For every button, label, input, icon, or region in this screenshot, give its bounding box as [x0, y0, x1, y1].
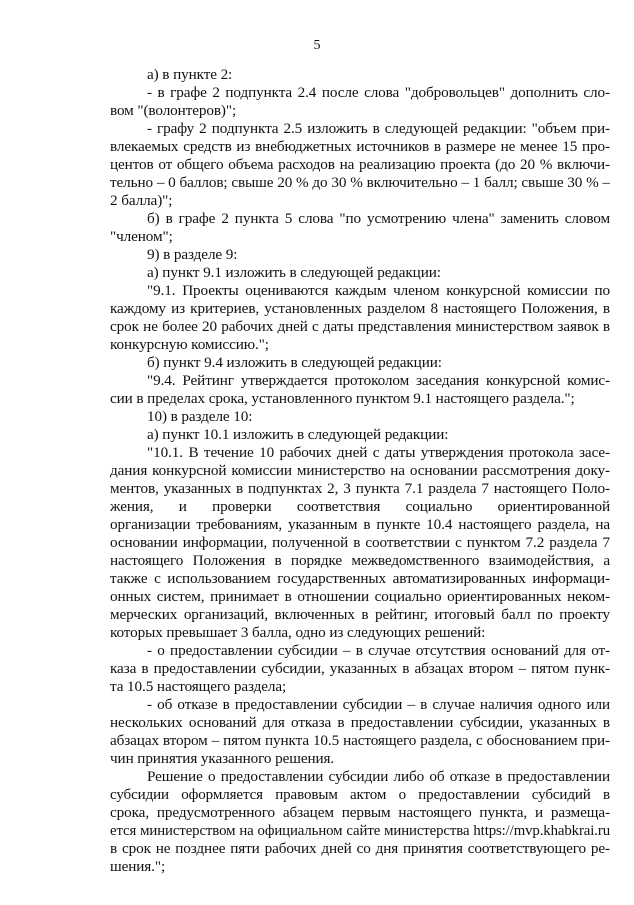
page-number: 5	[313, 38, 321, 53]
text-line: мерческих организаций, включенных в рейтинг, итоговый балл по проекту	[110, 606, 610, 623]
text-line: 9) в разделе 9:	[147, 246, 238, 263]
text-line: также с использованием государственных автоматизированных информаци-	[110, 570, 610, 587]
text-line: чин принятия указанного решения.	[110, 750, 335, 767]
text-line: - в графе 2 подпункта 2.4 после слова "добровольцев" дополнить сло-	[147, 84, 610, 101]
text-line: организации требованиям, указанным в пункте 10.4 настоящего раздела, на	[110, 516, 610, 533]
text-line: - об отказе в предоставлении субсидии – в случае наличия одного или	[147, 696, 610, 713]
text-line: центов от общего объема расходов на реализацию проекта (до 20 % включи-	[110, 156, 610, 173]
text-line: жения, и проверки соответствия социально ориентированной	[110, 498, 610, 515]
text-line: тельно – 0 баллов; свыше 20 % до 30 % включительно – 1 балл; свыше 30 % –	[110, 174, 610, 191]
text-line: "9.4. Рейтинг утверждается протоколом заседания конкурсной комис-	[147, 372, 610, 389]
text-line: абзацах втором – пятом пункта 10.5 настоящего раздела, с обоснованием при-	[110, 732, 610, 749]
text-line: - о предоставлении субсидии – в случае отсутствия оснований для от-	[147, 642, 610, 659]
text-line: онных систем, принимает в отношении социально ориентированных неком-	[110, 588, 610, 605]
text-line: - графу 2 подпункта 2.5 изложить в следующей редакции: "объем при-	[147, 120, 610, 137]
text-line: "членом";	[110, 228, 173, 245]
text-line: а) пункт 10.1 изложить в следующей редакции:	[147, 426, 449, 443]
text-line: каза в предоставлении субсидии, указанных в абзацах втором – пятом пунк-	[110, 660, 610, 677]
text-line: каждому из критериев, установленных разделом 8 настоящего Положения, в	[110, 300, 610, 317]
text-line: ментов, указанных в подпунктах 2, 3 пункта 7.1 раздела 7 настоящего Поло-	[110, 480, 610, 497]
text-line: а) в пункте 2:	[147, 66, 233, 83]
text-line: основании информации, полученной в соответствии с пунктом 7.2 раздела 7	[110, 534, 610, 551]
text-line: влекаемых средств из внебюджетных источников в размере не менее 15 про-	[110, 138, 610, 155]
text-line: которых превышает 3 балла, одно из следующих решений:	[110, 624, 486, 641]
text-line: дания конкурсной комиссии министерство на основании рассмотрения доку-	[110, 462, 610, 479]
text-line: субсидии оформляется правовым актом о предоставлении субсидий в	[110, 787, 610, 803]
text-line: 2 балла)";	[110, 192, 173, 209]
text-line: "9.1. Проекты оцениваются каждым членом конкурсной комиссии по	[147, 282, 610, 299]
text-line: ется министерством на официальном сайте министерства https://mvp.khabkrai.ru	[110, 823, 610, 839]
text-line: сии в пределах срока, установленного пунктом 9.1 настоящего раздела.";	[110, 390, 575, 407]
text-line: 10) в разделе 10:	[147, 408, 253, 425]
text-line: шения.";	[110, 858, 166, 875]
text-line: б) пункт 9.4 изложить в следующей редакции:	[147, 354, 442, 371]
text-line: б) в графе 2 пункта 5 слова "по усмотрению члена" заменить словом	[147, 210, 610, 227]
text-line: настоящего Положения в порядке межведомственного взаимодействия, а	[110, 552, 610, 569]
text-line: конкурсную комиссию.";	[110, 336, 269, 353]
text-line: в срок не позднее пяти рабочих дней со дня принятия соответствующего ре-	[110, 840, 610, 857]
document-body	[110, 66, 610, 876]
text-line: срок не более 20 рабочих дней с даты представления министерством заявок в	[110, 318, 610, 335]
text-line: Решение о предоставлении субсидии либо об отказе в предоставлении	[147, 768, 610, 785]
text-line: вом "(волонтеров)";	[110, 102, 237, 119]
text-line: нескольких оснований для отказа в предоставлении субсидии, указанных в	[110, 714, 610, 731]
text-line: та 10.5 настоящего раздела;	[110, 678, 287, 695]
text-line: "10.1. В течение 10 рабочих дней с даты утверждения протокола засе-	[147, 444, 610, 461]
text-line: срока, предусмотренного абзацем первым настоящего пункта, и размеща-	[110, 804, 610, 821]
text-line: а) пункт 9.1 изложить в следующей редакции:	[147, 264, 441, 281]
